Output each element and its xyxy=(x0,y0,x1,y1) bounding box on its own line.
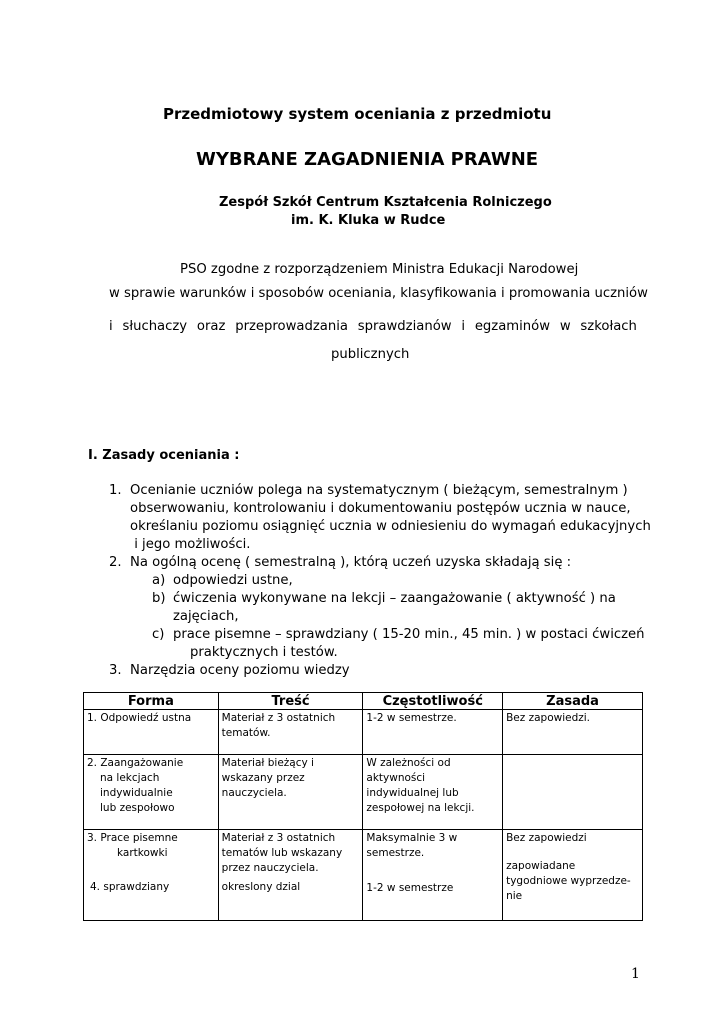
justified-word: i xyxy=(461,319,466,334)
cell-text: przez nauczyciela. xyxy=(221,862,319,874)
list-number-3: 3. xyxy=(109,663,122,678)
cell-text: tematów lub wskazany xyxy=(221,847,343,859)
cell-text: 4. sprawdziany xyxy=(90,881,170,893)
list-item-3-text: Narzędzia oceny poziomu wiedzy xyxy=(130,663,350,678)
cell-text: kartkowki xyxy=(117,847,168,859)
cell-text: tematów. xyxy=(221,727,271,739)
cell-tresc xyxy=(218,710,363,755)
cell-tresc xyxy=(218,755,363,830)
justified-word: i xyxy=(109,319,113,334)
table-row xyxy=(84,830,643,921)
section-heading: I. Zasady oceniania : xyxy=(88,448,240,463)
cell-text: Bez zapowiedzi xyxy=(506,832,587,844)
pso-line-1: PSO zgodne z rozporządzeniem Ministra Edukacji Narodowej xyxy=(180,262,579,277)
pso-line-3 xyxy=(109,319,637,334)
cell-text: tygodniowe wyprzedze- xyxy=(506,875,631,887)
cell-zasada xyxy=(503,830,643,921)
table-header-row xyxy=(84,693,643,710)
table-row xyxy=(84,755,643,830)
school-name: Zespół Szkół Centrum Kształcenia Rolniczego xyxy=(219,195,552,210)
header-tresc: Treść xyxy=(218,693,363,710)
cell-text: 1. Odpowiedź ustna xyxy=(87,712,192,724)
justified-word: oraz xyxy=(196,319,226,334)
cell-text: nauczyciela. xyxy=(221,787,287,799)
list-item-2-text: Na ogólną ocenę ( semestralną ), którą uczeń uzyska składają się : xyxy=(130,555,572,570)
sub-letter-c: c) xyxy=(152,627,165,642)
cell-czestotliwosc xyxy=(363,830,503,921)
cell-text: Materiał z 3 ostatnich xyxy=(221,832,336,844)
list-item-1-line-2: obserwowaniu, kontrolowaniu i dokumentowaniu postępów ucznia w nauce, xyxy=(130,501,631,516)
cell-zasada xyxy=(503,755,643,830)
cell-text: na lekcjach xyxy=(100,772,160,784)
list-item-1-line-3: określaniu poziomu osiągnięć ucznia w odniesieniu do wymagań edukacyjnych xyxy=(130,519,651,534)
cell-text: Bez zapowiedzi. xyxy=(506,712,591,724)
justified-word: w xyxy=(559,319,571,334)
cell-text: semestrze. xyxy=(366,847,425,859)
header-forma: Forma xyxy=(84,693,219,710)
list-item-1-line-1: Ocenianie uczniów polega na systematycznym ( bieżącym, semestralnym ) xyxy=(130,483,628,498)
cell-text: Maksymalnie 3 w xyxy=(366,832,458,844)
sub-item-c-line-1: prace pisemne – sprawdziany ( 15-20 min., 45 min. ) w postaci ćwiczeń xyxy=(173,627,645,642)
cell-czestotliwosc xyxy=(363,755,503,830)
justified-word: egzaminów xyxy=(474,319,551,334)
subject-title: WYBRANE ZAGADNIENIA PRAWNE xyxy=(196,149,539,170)
page-number: 1 xyxy=(631,966,640,982)
list-item-1-line-4: i jego możliwości. xyxy=(130,537,251,552)
justified-word: sprawdzianów xyxy=(357,319,452,334)
sub-item-a-line-1: odpowiedzi ustne, xyxy=(173,573,293,588)
table-row xyxy=(84,710,643,755)
cell-tresc xyxy=(218,830,363,921)
school-location: im. K. Kluka w Rudce xyxy=(291,213,446,228)
document-title: Przedmiotowy system oceniania z przedmiotu xyxy=(163,105,552,123)
list-number-2: 2. xyxy=(109,555,122,570)
justified-word: przeprowadzania xyxy=(235,319,348,334)
cell-text: W zależności od xyxy=(366,757,451,769)
sub-letter-a: a) xyxy=(152,573,166,588)
header-zasada: Zasada xyxy=(503,693,643,710)
cell-zasada xyxy=(503,710,643,755)
pso-line-4: publicznych xyxy=(331,347,410,362)
sub-item-c-line-2: praktycznych i testów. xyxy=(190,645,338,660)
sub-item-b-line-1: ćwiczenia wykonywane na lekcji – zaangażowanie ( aktywność ) na xyxy=(173,591,616,606)
sub-item-b-line-2: zajęciach, xyxy=(173,609,239,624)
cell-text: indywidualnie xyxy=(100,787,173,799)
cell-text: Materiał bieżący i xyxy=(221,757,314,769)
cell-text: nie xyxy=(506,890,523,902)
cell-forma xyxy=(84,710,219,755)
cell-text: 2. Zaangażowanie xyxy=(87,757,184,769)
cell-text: zespołowej na lekcji. xyxy=(366,802,475,814)
cell-text: 1-2 w semestrze. xyxy=(366,712,457,724)
cell-text: 1-2 w semestrze xyxy=(366,882,454,894)
cell-text: 3. Prace pisemne xyxy=(87,832,178,844)
justified-word: szkołach xyxy=(580,319,637,334)
cell-text: lub zespołowo xyxy=(100,802,175,814)
justified-word: słuchaczy xyxy=(122,319,188,334)
list-number-1: 1. xyxy=(109,483,122,498)
sub-letter-b: b) xyxy=(152,591,166,606)
assessment-table xyxy=(83,692,643,921)
cell-czestotliwosc xyxy=(363,710,503,755)
cell-text: Materiał z 3 ostatnich xyxy=(221,712,336,724)
cell-text: aktywności xyxy=(366,772,426,784)
cell-forma xyxy=(84,830,219,921)
cell-text: indywidualnej lub xyxy=(366,787,459,799)
cell-forma xyxy=(84,755,219,830)
cell-text: wskazany przez xyxy=(221,772,305,784)
cell-text: zapowiadane xyxy=(506,860,576,872)
cell-text: okreslony dzial xyxy=(221,881,301,893)
pso-line-2: w sprawie warunków i sposobów oceniania, klasyfikowania i promowania uczniów xyxy=(109,286,648,301)
header-czestotliwosc: Częstotliwość xyxy=(363,693,503,710)
